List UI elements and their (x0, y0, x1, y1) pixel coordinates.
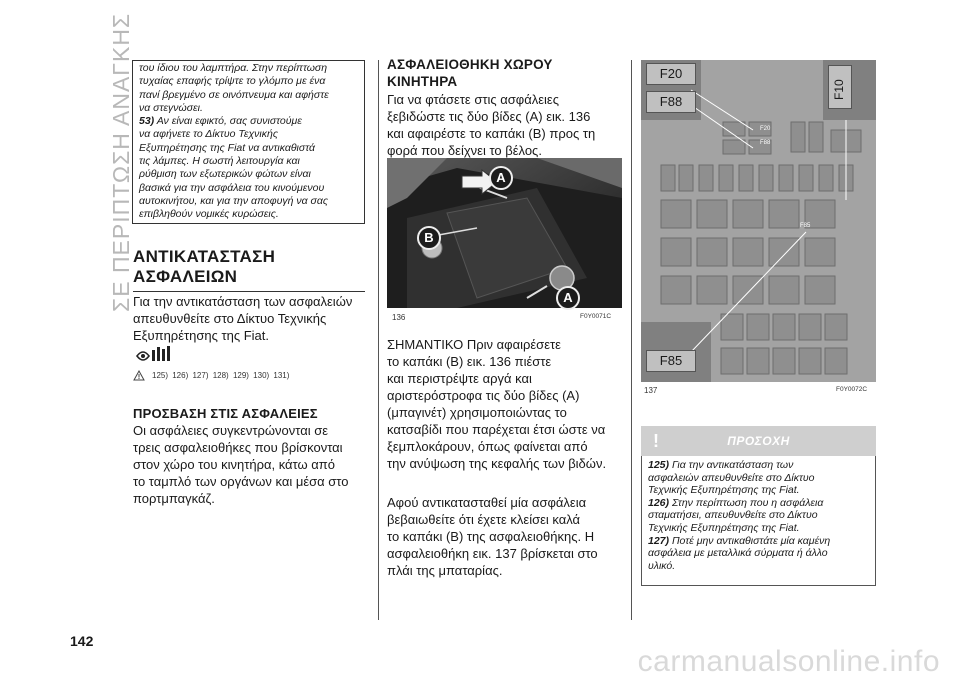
text-line: τρεις ασφαλειοθήκες που βρίσκονται (133, 440, 343, 455)
note-line: να αφήνετε το Δίκτυο Τεχνικής (139, 128, 278, 141)
after-replacement-paragraph (387, 494, 627, 579)
column-divider-2 (631, 60, 632, 620)
text-line: το καπάκι (B) της ασφαλειοθήκης. Η (387, 529, 595, 544)
text-line: αριστερόστροφα τις δύο βίδες (A) (387, 388, 580, 403)
engine-fusebox-paragraph (387, 91, 627, 159)
text-line: απευθυνθείτε στο Δίκτυο Τεχνικής (133, 311, 327, 326)
text-line: υλικό. (648, 559, 676, 572)
note-line: Αν είναι εφικτό, σας συνιστούμε (156, 115, 302, 128)
label-a-bottom: A (556, 286, 580, 310)
warning-header (641, 426, 876, 456)
warning-body (641, 456, 876, 586)
watermark: carmanualsonline.info (637, 645, 940, 678)
text-line: ξεβιδώστε τις δύο βίδες (A) εικ. 136 (387, 109, 591, 124)
column-divider-1 (378, 60, 379, 620)
text-line: Τεχνικής Εξυπηρέτησης της Fiat. (648, 484, 800, 497)
heading-line: ΚΙΝΗΤΗΡΑ (387, 74, 458, 89)
text-line: την ανύψωση της κεφαλής των βιδών. (387, 456, 607, 471)
service-manual-icon (135, 344, 179, 364)
note-53-number: 53) (139, 115, 155, 128)
access-paragraph (133, 422, 373, 507)
heading-line: ΑΣΦΑΛΕΙΩΝ (133, 267, 238, 286)
fuse-small-f88: F88 (760, 140, 771, 146)
note-line: Εξυπηρέτησης της Fiat να αντικαθιστά (139, 141, 315, 154)
note-127-number: 127) (648, 534, 670, 547)
text-line: Για την αντικατάσταση των ασφαλειών (133, 294, 353, 309)
text-line: ασφάλεια με μεταλλικά σύρματα ή άλλο (648, 547, 828, 560)
text-line: σταματήσει, απευθυνθείτε στο Δίκτυο (648, 509, 818, 522)
note-line: τις λάμπες. Η σωστή λειτουργία και (139, 155, 300, 168)
fuse-label-f10 (828, 65, 852, 109)
text-line: ξεμπλοκάρουν, όπως φαίνεται από (387, 439, 588, 454)
fuse-label-f20: F20 (646, 63, 696, 85)
note-line: βασικά για την ασφάλεια του κινούμενου (139, 181, 325, 194)
continued-note-box (132, 60, 365, 224)
fuse-small-f20: F20 (760, 126, 771, 132)
label-a-top: A (489, 166, 513, 190)
note-126-number: 126) (648, 496, 670, 509)
fuse-label-f88: F88 (646, 91, 696, 113)
text-line: και αφαιρέστε το καπάκι (B) προς τη (387, 126, 596, 141)
text-line: (μπαγινέτ) χρησιμοποιώντας το (387, 405, 567, 420)
intro-paragraph (133, 293, 373, 344)
text-line: Οι ασφάλειες συγκεντρώνονται σε (133, 423, 329, 438)
figure-137-code: F0Y0072C (836, 386, 868, 393)
text-line: Εξυπηρέτησης της Fiat. (133, 328, 270, 343)
text-line: Τεχνικής Εξυπηρέτησης της Fiat. (648, 521, 800, 534)
text-line: στον χώρο του κινητήρα, κάτω από (133, 457, 335, 472)
heading-line: ΑΝΤΙΚΑΤΑΣΤΑΣΗ (133, 247, 276, 266)
note-line: του ίδιου του λαμπτήρα. Στην περίπτωση (139, 62, 328, 74)
label-b: B (417, 226, 441, 250)
warning-triangle-icon (133, 370, 145, 381)
heading-line: ΑΣΦΑΛΕΙΟΘΗΚΗ ΧΩΡΟΥ (387, 57, 553, 72)
figure-136-code: F0Y0071C (580, 313, 612, 320)
section-side-title-text: ΣΕ ΠΕΡΙΠΤΩΣΗ ΑΝΑΓΚΗΣ (108, 12, 134, 312)
fuse-label-f10-text: F10 (832, 79, 846, 100)
text-line: Για την αντικατάσταση των (671, 459, 794, 471)
section-side-title (82, 12, 134, 312)
figure-137-number: 137 (644, 386, 658, 395)
text-line: Ποτέ μην αντικαθιστάτε μία καμένη (671, 534, 831, 547)
fuse-small-f85: F85 (800, 223, 811, 229)
important-paragraph (387, 336, 627, 472)
exclamation-icon: ! (653, 431, 660, 451)
access-heading: ΠΡΟΣΒΑΣΗ ΣΤΙΣ ΑΣΦΑΛΕΙΕΣ (133, 406, 318, 421)
fuse-replacement-heading (133, 247, 365, 292)
note-line: τυχαίας επαφής τρίψτε το γλόμπο με ένα (139, 75, 326, 88)
note-line: ρύθμιση των εξωτερικών φώτων είναι (139, 168, 311, 181)
text-line: Αφού αντικατασταθεί μία ασφάλεια (387, 495, 587, 510)
text-line: πορτμπαγκάζ. (133, 491, 215, 506)
figure-136-number: 136 (392, 313, 406, 322)
warning-box (641, 426, 876, 590)
text-line: και περιστρέψτε αργά και (387, 371, 532, 386)
note-line: να στεγνώσει. (139, 101, 203, 114)
text-line: κατσαβίδι που παρέχεται έτσι ώστε να (387, 422, 606, 437)
text-line: το καπάκι (B) εικ. 136 πιέστε (387, 354, 552, 369)
fuse-label-f85: F85 (646, 350, 696, 372)
text-line: ασφαλειοθήκη εικ. 137 βρίσκεται στο (387, 546, 598, 561)
note-line: αυτοκινήτου, και για την αποφυγή να σας (139, 194, 328, 207)
note-line: επιβληθούν νομικές κυρώσεις. (139, 208, 279, 221)
text-line: πλάι της μπαταρίας. (387, 563, 503, 578)
warning-references: 125) 126) 127) 128) 129) 130) 131) (152, 371, 290, 380)
note-line: πανί βρεγμένο σε οινόπνευμα και αφήστε (139, 88, 329, 101)
text-line: βεβαιωθείτε ότι έχετε κλείσει καλά (387, 512, 581, 527)
engine-fusebox-heading (387, 56, 553, 90)
note-125-number: 125) (648, 459, 670, 471)
text-line: Στην περίπτωση που η ασφάλεια (671, 496, 824, 509)
text-line: φορά που δείχνει το βέλος. (387, 143, 542, 158)
page-number: 142 (70, 633, 94, 649)
warning-title: ΠΡΟΣΟΧΗ (727, 434, 790, 448)
text-line: ΣΗΜΑΝΤΙΚΟ Πριν αφαιρέσετε (387, 337, 561, 352)
text-line: Για να φτάσετε στις ασφάλειες (387, 92, 559, 107)
text-line: ασφαλειών απευθυνθείτε στο Δίκτυο (648, 471, 815, 484)
text-line: το ταμπλό των οργάνων και μέσα στο (133, 474, 349, 489)
